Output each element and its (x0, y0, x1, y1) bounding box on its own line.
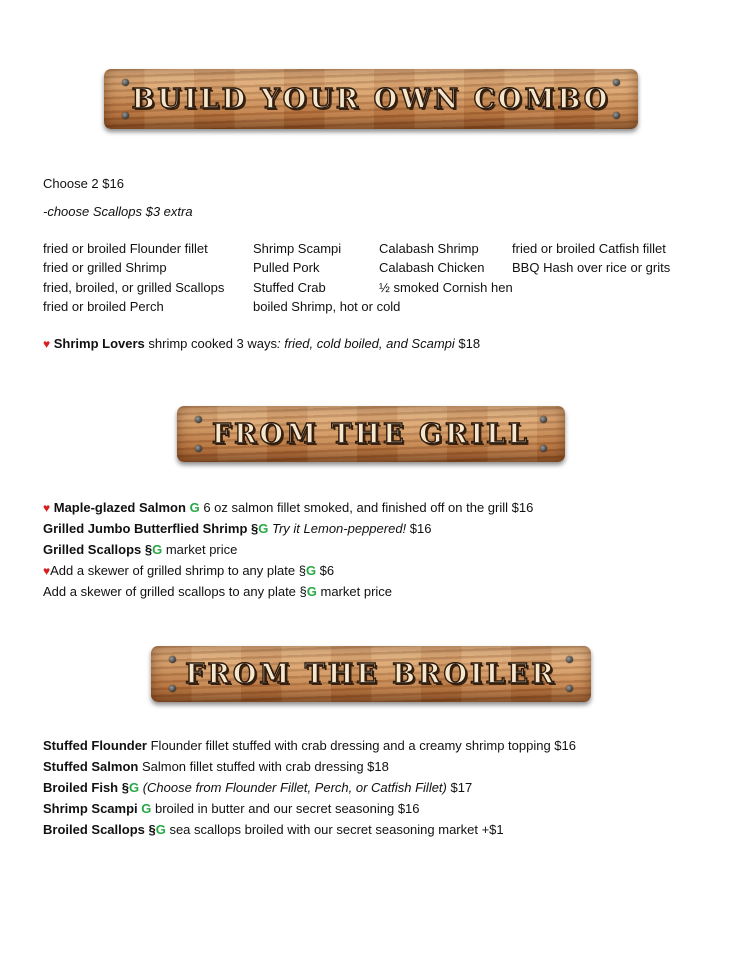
nail-icon (566, 685, 573, 692)
nail-icon (122, 79, 129, 86)
gluten-free-icon: G (155, 822, 166, 837)
item-name: Broiled Scallops § (43, 822, 156, 837)
nail-icon (195, 416, 202, 423)
item-ways: : fried, cold boiled, and Scampi (277, 336, 455, 351)
banner-from-the-broiler (151, 646, 591, 702)
broiler-scallops-item (43, 822, 504, 837)
combo-column-4 (512, 239, 670, 278)
item-text: Add a skewer of grilled shrimp to any plate § (50, 563, 306, 578)
grill-skewer-shrimp-item (43, 563, 334, 578)
gluten-free-icon: G (306, 584, 317, 599)
item-price: $16 (406, 521, 432, 536)
nail-icon (169, 656, 176, 663)
banner-title: FROM THE BROILER (185, 658, 557, 690)
item-name: Stuffed Salmon (43, 759, 139, 774)
item-price: market price (162, 542, 238, 557)
item-desc: Flounder fillet stuffed with crab dressing and a creamy shrimp topping (147, 738, 551, 753)
list-item: Stuffed Crab (253, 279, 326, 295)
list-item: Calabash Chicken (379, 260, 485, 276)
item-name: Broiled Fish § (43, 780, 129, 795)
nail-icon (169, 685, 176, 692)
item-desc: Salmon fillet stuffed with crab dressing (138, 759, 364, 774)
list-item: fried or broiled Catfish fillet (512, 241, 666, 256)
list-item: ½ smoked Cornish hen (379, 279, 513, 295)
item-name: Grilled Jumbo Butterflied Shrimp § (43, 521, 259, 536)
gluten-free-icon: G (152, 542, 163, 557)
item-price: $16 (550, 738, 576, 753)
list-item: fried or grilled Shrimp (43, 260, 167, 276)
item-desc: broiled in butter and our secret seasoning (151, 801, 395, 816)
list-item: Calabash Shrimp (379, 241, 479, 256)
heart-icon: ♥ (43, 337, 51, 351)
item-price: $6 (316, 563, 335, 578)
list-item: fried or broiled Perch (43, 298, 164, 314)
broiler-salmon-item (43, 759, 389, 774)
broiler-fish-item (43, 780, 472, 795)
banner-title: FROM THE GRILL (211, 418, 531, 450)
gluten-free-icon: G (189, 500, 200, 515)
item-desc: shrimp cooked 3 ways (144, 336, 278, 351)
broiler-flounder-item (43, 738, 576, 753)
gluten-free-icon: G (128, 780, 140, 795)
item-price: $16 (394, 801, 420, 816)
item-price: market +$1 (434, 822, 504, 837)
item-price: $17 (446, 780, 473, 795)
item-desc: (Choose from Flounder Fillet, Perch, or Catfish Fillet) (142, 780, 447, 795)
list-item: BBQ Hash over rice or grits (512, 260, 671, 276)
item-name: Shrimp Scampi (43, 801, 138, 816)
grill-skewer-scallops-item (43, 584, 392, 599)
item-price: market price (316, 584, 393, 599)
grill-scallops-item (43, 542, 237, 557)
item-desc: sea scallops broiled with our secret seasoning (165, 822, 435, 837)
heart-icon: ♥ (43, 564, 51, 578)
banner-build-your-own-combo (104, 69, 638, 129)
combo-note: -choose Scallops $3 extra (43, 204, 193, 219)
item-name: Grilled Scallops § (43, 542, 153, 557)
grill-salmon-item (43, 500, 533, 515)
gluten-free-icon: G (141, 801, 152, 816)
banner-from-the-grill (177, 406, 565, 462)
nail-icon (613, 112, 620, 119)
broiler-scampi-item (43, 801, 420, 816)
grill-shrimp-item (43, 521, 431, 536)
item-name: Stuffed Flounder (43, 738, 147, 753)
item-price: $18 (363, 759, 389, 774)
nail-icon (540, 416, 547, 423)
shrimp-lovers-item (43, 336, 480, 351)
item-name: Shrimp Lovers (53, 336, 145, 351)
heart-icon: ♥ (43, 501, 51, 515)
nail-icon (122, 112, 129, 119)
combo-choose: Choose 2 $16 (43, 176, 124, 191)
list-item: Shrimp Scampi (253, 241, 342, 256)
list-item: fried or broiled Flounder fillet (43, 241, 208, 256)
nail-icon (195, 445, 202, 452)
combo-column-1 (43, 239, 224, 316)
item-tip: Try it Lemon-peppered! (272, 521, 407, 536)
gluten-free-icon: G (258, 521, 269, 536)
list-item: boiled Shrimp, hot or cold (253, 298, 401, 314)
list-item: Pulled Pork (253, 260, 320, 276)
list-item: fried, broiled, or grilled Scallops (43, 279, 225, 295)
nail-icon (540, 445, 547, 452)
gluten-free-icon: G (305, 563, 317, 578)
nail-icon (613, 79, 620, 86)
item-text: Add a skewer of grilled scallops to any plate § (43, 584, 307, 599)
nail-icon (566, 656, 573, 663)
item-price: $18 (454, 336, 481, 351)
banner-title: BUILD YOUR OWN COMBO (131, 83, 611, 115)
item-price: $16 (508, 500, 534, 515)
item-name: Maple-glazed Salmon (53, 500, 186, 515)
item-desc: 6 oz salmon fillet smoked, and finished off on the grill (199, 500, 509, 515)
combo-column-3 (379, 239, 513, 297)
